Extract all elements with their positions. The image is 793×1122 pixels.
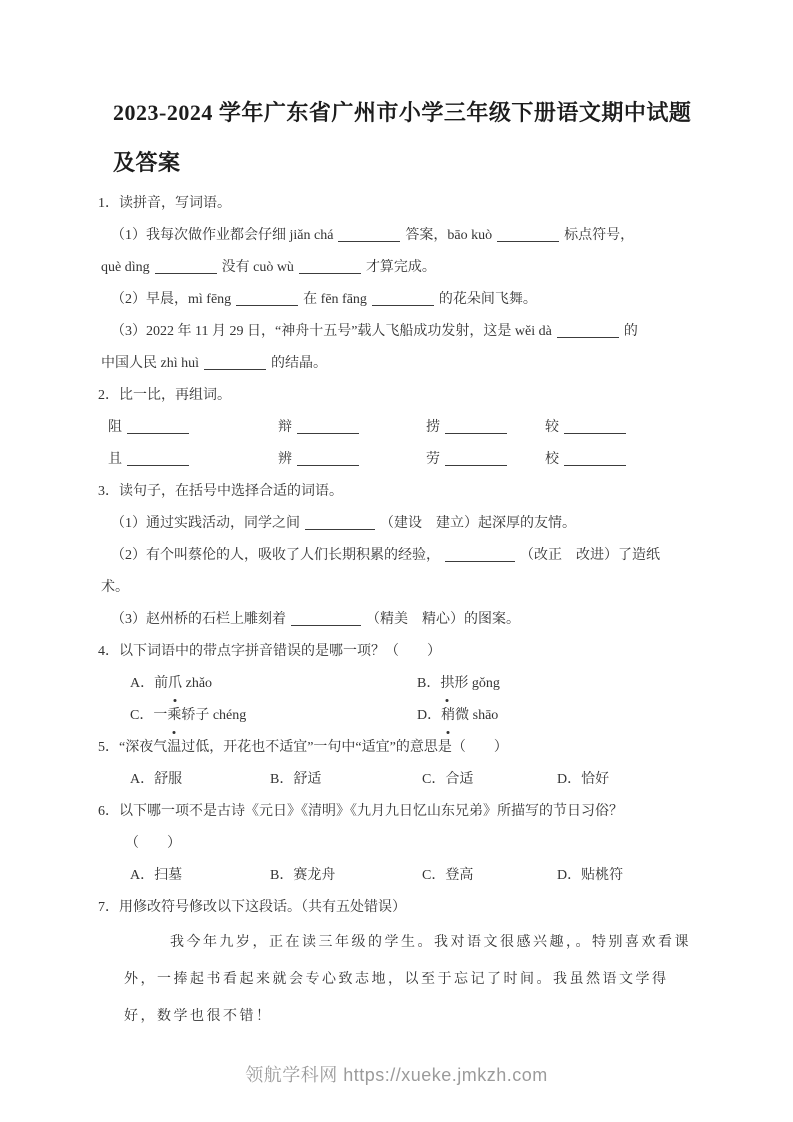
q7-paragraph-line2 xyxy=(98,961,793,998)
dotted-char: 稍 xyxy=(441,700,455,732)
q2-char: 劳 xyxy=(426,452,440,467)
q2-char: 捞 xyxy=(426,420,440,435)
q4-option-c xyxy=(130,700,246,732)
q2-cell xyxy=(426,412,512,444)
q2-cell xyxy=(108,412,194,444)
answer-blank xyxy=(445,418,507,434)
q6-options-row xyxy=(98,860,793,892)
q2-cell xyxy=(545,412,631,444)
q1-part3-line2 xyxy=(98,348,793,380)
q1-p2-seg3: 的花朵间飞舞。 xyxy=(438,292,537,307)
q5-option-c: C．合适 xyxy=(422,772,474,787)
answer-blank xyxy=(155,258,217,274)
q7-stem xyxy=(98,892,793,924)
q1-p2-seg2: 在 fēn fāng xyxy=(303,292,367,307)
q2-char: 辩 xyxy=(278,420,292,435)
q3-p1-seg2: （建设 建立）起深厚的友情。 xyxy=(380,516,576,531)
q2-row1 xyxy=(98,412,793,444)
option-text: C．一 xyxy=(130,708,168,723)
answer-blank xyxy=(127,450,189,466)
q7-para-text: 外，一捧起书看起来就会专心致志地，以至于忘记了时间。我虽然语文学得 xyxy=(124,972,669,987)
answer-blank xyxy=(564,450,626,466)
answer-blank xyxy=(338,226,400,242)
q4-option-a xyxy=(130,668,212,700)
answer-blank xyxy=(564,418,626,434)
title-line2: 及答案 xyxy=(113,150,181,175)
option-text: A．前 xyxy=(130,676,169,691)
q1-p3-seg4: 的结晶。 xyxy=(271,356,327,371)
q1-part3-line1 xyxy=(98,316,793,348)
q4-stem xyxy=(98,636,793,668)
q2-cell xyxy=(108,444,194,476)
q1-part1-line1 xyxy=(98,220,793,252)
q6-stem-line2 xyxy=(98,828,793,860)
q3-part1-line xyxy=(98,508,793,540)
q6-answer-parens: （ ） xyxy=(125,836,181,851)
q5-option-a: A．舒服 xyxy=(130,772,183,787)
q6-option-a: A．扫墓 xyxy=(130,868,183,883)
dotted-char: 拱 xyxy=(440,668,454,700)
q1-p3-seg1: （3）2022 年 11 月 29 日，“神舟十五号”载人飞船成功发射，这是 wěi dà xyxy=(111,324,552,339)
footer-site-url: 领航学科网 https://xueke.jmkzh.com xyxy=(245,1065,548,1085)
answer-blank xyxy=(291,610,361,626)
q1-stem xyxy=(98,188,793,220)
option-text: D． xyxy=(417,708,442,723)
q6-option-c: C．登高 xyxy=(422,868,474,883)
q6-stem-line1 xyxy=(98,796,793,828)
q7-para-text: 我今年九岁，正在读三年级的学生。我对语文很感兴趣，。特别喜欢看课 xyxy=(170,935,691,950)
option-pinyin: zhǎo xyxy=(182,676,213,691)
answer-blank xyxy=(305,514,375,530)
q6-option-b: B．赛龙舟 xyxy=(270,868,336,883)
q2-char: 阻 xyxy=(108,420,122,435)
q1-p1-seg3: 标点符号， xyxy=(564,228,635,243)
page-title xyxy=(113,88,793,188)
q3-part3-line xyxy=(98,604,793,636)
q6-option-d: D．贴桃符 xyxy=(557,868,624,883)
option-text: B． xyxy=(417,676,441,691)
q5-options-row xyxy=(98,764,793,796)
answer-blank xyxy=(445,450,507,466)
q1-p1-seg2: 答案，bāo kuò xyxy=(405,228,493,243)
answer-blank xyxy=(297,450,359,466)
answer-blank xyxy=(204,354,266,370)
answer-blank xyxy=(445,546,515,562)
answer-blank xyxy=(127,418,189,434)
q1-p1-seg6: 才算完成。 xyxy=(365,260,436,275)
q7-paragraph-line3 xyxy=(98,998,793,1035)
q3-p3-seg1: （3）赵州桥的石栏上雕刻着 xyxy=(111,612,286,627)
q2-stem xyxy=(98,380,793,412)
q4-options-row2 xyxy=(98,700,793,732)
q7-para-text: 好，数学也很不错！ xyxy=(124,1009,273,1024)
answer-blank xyxy=(297,418,359,434)
q2-char: 辨 xyxy=(278,452,292,467)
q5-stem-text: 5．“深夜气温过低，开花也不适宜”一句中“适宜”的意思是（ ） xyxy=(98,740,508,755)
q2-cell xyxy=(278,444,364,476)
q3-part2-line1 xyxy=(98,540,793,572)
dotted-char: 爪 xyxy=(168,668,182,700)
q1-part2-line xyxy=(98,284,793,316)
q3-p2-seg2: （改正 改进）了造纸 xyxy=(520,548,660,563)
q1-p1-seg5: 没有 cuò wù xyxy=(221,260,294,275)
q7-paragraph-line1 xyxy=(98,924,793,961)
q2-char: 校 xyxy=(545,452,559,467)
q3-part2-line2 xyxy=(98,572,793,604)
q2-cell xyxy=(426,444,512,476)
q2-stem-text: 2．比一比，再组词。 xyxy=(98,388,231,403)
option-pinyin: 轿子 chéng xyxy=(181,708,247,723)
q6-stem-text: 6．以下哪一项不是古诗《元日》《清明》《九月九日忆山东兄弟》所描写的节日习俗？ xyxy=(98,804,623,819)
q1-p2-seg1: （2）早晨，mì fēng xyxy=(111,292,232,307)
q1-p3-seg3: 中国人民 zhì huì xyxy=(101,356,199,371)
q1-p3-seg2: 的 xyxy=(623,324,638,339)
q2-row2 xyxy=(98,444,793,476)
option-pinyin: 微 shāo xyxy=(455,708,499,723)
q4-stem-text: 4．以下词语中的带点字拼音错误的是哪一项？（ ） xyxy=(98,644,441,659)
q5-stem xyxy=(98,732,793,764)
q2-cell xyxy=(545,444,631,476)
answer-blank xyxy=(497,226,559,242)
q2-char: 较 xyxy=(545,420,559,435)
q5-option-d: D．恰好 xyxy=(557,772,610,787)
q3-p2-seg3: 术。 xyxy=(101,580,129,595)
answer-blank xyxy=(236,290,298,306)
dotted-char: 乘 xyxy=(167,700,181,732)
q2-char: 且 xyxy=(108,452,122,467)
q4-options-row1 xyxy=(98,668,793,700)
q3-p3-seg2: （精美 精心）的图案。 xyxy=(366,612,520,627)
q5-option-b: B．舒适 xyxy=(270,772,322,787)
q4-option-d xyxy=(417,700,498,732)
q4-option-b xyxy=(417,668,500,700)
q3-p2-seg1: （2）有个叫蔡伦的人，吸收了人们长期积累的经验， xyxy=(111,548,440,563)
q3-stem-text: 3．读句子，在括号中选择合适的词语。 xyxy=(98,484,343,499)
answer-blank xyxy=(557,322,619,338)
answer-blank xyxy=(299,258,361,274)
q1-p1-seg1: （1）我每次做作业都会仔细 jiǎn chá xyxy=(111,228,334,243)
q1-p1-seg4: què dìng xyxy=(101,260,150,275)
q2-cell xyxy=(278,412,364,444)
q1-stem-text: 1．读拼音，写词语。 xyxy=(98,196,231,211)
title-line1: 2023-2024 学年广东省广州市小学三年级下册语文期中试题 xyxy=(113,100,692,125)
answer-blank xyxy=(372,290,434,306)
q1-part1-line2 xyxy=(98,252,793,284)
q7-stem-text: 7．用修改符号修改以下这段话。（共有五处错误） xyxy=(98,900,406,915)
option-pinyin: 形 gǒng xyxy=(454,676,500,691)
q3-stem xyxy=(98,476,793,508)
footer-watermark xyxy=(0,1061,793,1087)
q3-p1-seg1: （1）通过实践活动，同学之间 xyxy=(111,516,300,531)
